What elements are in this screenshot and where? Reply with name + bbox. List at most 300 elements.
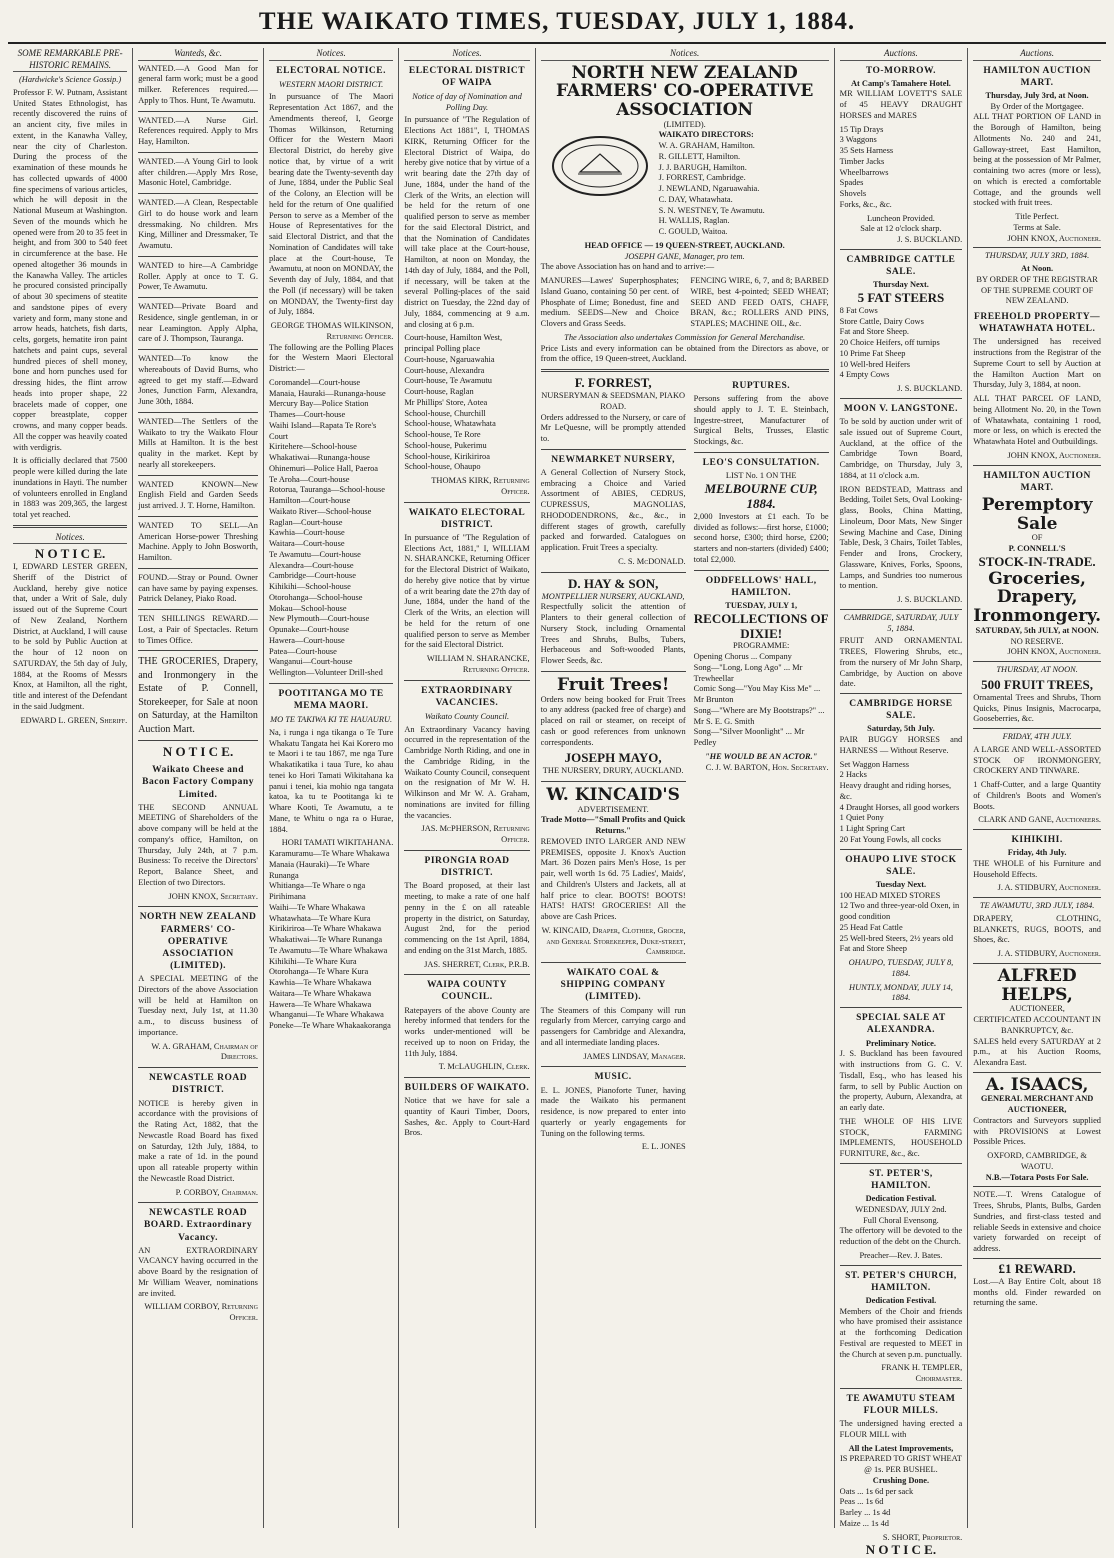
stock-in-trade: STOCK-IN-TRADE. xyxy=(978,553,1096,569)
waipa-notice: In pursuance of "The Regulation of Elections Act 1881", I, THOMAS KIRK, Returning Officer for the Electoral District of Waipa, do hereby give notice that by virtue of a writ bearing date the 27th day of June, 1884, under the hand of the Clerk of the Writs, an election will be held for the return of one qualified person to serve as member for the said Electoral District, and that the Nomination of Candidates will take place at the Court-house, Hamilton, at noon on Monday, the 14th day of July, 1884, and the Poll, if necessary, will be taken at the several Polling-places of the said district on Tuesday, the 22nd day of July, 1884, commencing at 9 a.m. and closing at 6 p.m. xyxy=(404,115,530,329)
waipa-subtitle: Notice of day of Nomination and Polling Day. xyxy=(412,91,522,112)
auctions-heading: Auctions. xyxy=(973,48,1101,61)
list-item: 35 Sets Harness xyxy=(839,146,894,156)
fruit-trees-text: Ornamental Trees and Shrubs, Thorn Quicks, Pinus Insignis, Macrocarpa, Gooseberries, &c. xyxy=(973,692,1101,724)
ohaupo-title: OHAUPO LIVE STOCK SALE. xyxy=(845,854,957,877)
list-item: School-house, Ohaupo xyxy=(404,462,481,472)
title-perfect: Title Perfect. xyxy=(1015,212,1059,222)
kihikihi-title: KIHIKIHI. xyxy=(1011,835,1063,846)
auction-mart: HAMILTON AUCTION MART. xyxy=(983,470,1091,493)
list-item: Set Waggon Harness xyxy=(839,759,910,769)
notice-title: N O T I C E. xyxy=(34,546,106,562)
pirongia-title: PIRONGIA ROAD DISTRICT. xyxy=(424,855,510,879)
electoral-title: ELECTORAL NOTICE. xyxy=(276,65,386,76)
list-item: Whatawhata—Te Whare Kura xyxy=(268,913,371,923)
farm-location: At Camp's Tamahere Hotel. xyxy=(850,78,951,88)
list-item: 25 Well-bred Steers, 2½ years old xyxy=(839,933,954,943)
waipa-title: ELECTORAL DISTRICT OF WAIPA xyxy=(408,65,526,88)
music-title: MUSIC. xyxy=(594,1072,632,1083)
kirk-signature: THOMAS KIRK, Returning Officer. xyxy=(431,476,530,496)
wanted-ad: WANTED.—A Good Man for general farm work; must be a good milker. References required.—Apply to Thos. Hunt, Te Awamutu. xyxy=(138,63,258,105)
list-item: Raglan—Court-house xyxy=(268,517,343,527)
wanted-ad: WANTED to hire—A Cambridge Roller. Apply at once to T. G. Power, Te Awamutu. xyxy=(138,260,258,292)
list-item: R. GILLETT, Hamilton. xyxy=(658,151,741,161)
newmarket-text: A General Collection of Nursery Stock, embracing a Choice and Varied Assortment of ABIES, CEDRUS, CUPRESSUS, MAGNOLIAS, RHODODENDRONS, &c., &c., in different stages of growth, carefully packed and forwarded. Catalogues on application. Fruit Trees a specialty. xyxy=(540,467,686,553)
maori-places-list xyxy=(269,849,393,1032)
electoral-district: WESTERN MAORI DISTRICT. xyxy=(278,79,384,89)
column-6 xyxy=(835,48,969,1558)
list-item: Te Aroha—Court-house xyxy=(268,474,350,484)
sale-date: Thursday, July 3rd, at Noon. xyxy=(985,90,1089,100)
list-item: Opening Chorus ... Company xyxy=(693,652,792,662)
waikato-electoral-signature: WILLIAM N. SHARANCKE, Returning Officer. xyxy=(426,654,530,674)
association-seal-icon xyxy=(550,134,650,198)
pirongia-notice: The Board proposed, at their last meeting, to make a rate of one half penny in the £ on all rateable property in the district, on Saturday, August 2nd, for the period commencing on the 1st April, 1884, and ending on the 31st March, 1885. xyxy=(404,881,530,955)
cheese-company: Waikato Cheese and Bacon Factory Company Limited. xyxy=(142,765,254,800)
column-4 xyxy=(399,48,535,1528)
auction-mart: HAMILTON AUCTION MART. xyxy=(983,65,1091,88)
vacancies-subtitle: Waikato County Council. xyxy=(424,711,510,721)
auctioneer: JOHN KNOX, Auctioneer. xyxy=(1007,647,1101,657)
cattle-sale-day: Thursday Next. xyxy=(873,280,929,290)
maori-title: POOTITANGA MO TE MEMA MAORI. xyxy=(278,688,384,712)
list-item: Store Cattle, Dairy Cows xyxy=(839,316,924,326)
hay-text: Respectfully solicit the attention of Planters to their general collection of Nursery Stock, including Ornamental Trees and Shrubs, Bulbs, Tubers, Herbaceous and Soft-wooded Plants, Flower Seeds, &c. xyxy=(540,602,686,666)
electoral-notice: In pursuance of The Maori Representation Act 1867, and the Amendments thereof, I, George Thomas Wilkinson, Returning Officer for the Western Maori Electoral District, do hereby give notice that, by virtue of a writ bearing date the Twenty-seventh day of June, 1884, under the Public Seal of the Colony, an Election will be held for the return of One qualified Person to serve as a Member of the House of Representatives for the said Electoral District, and that the Nomination of Candidates will take place at the Court-house, Te Awamutu, at noon on MONDAY, the Seventh day of July, 1884, and that the Poll (if necessary) will be taken on MONDAY, the Twenty-first day of July, 1884. xyxy=(268,92,394,317)
wanted-ad: WANTED KNOWN—New English Field and Garden Seeds just arrived. J. T. Horne, Hamilton. xyxy=(138,479,258,511)
tomorrow-label: TO-MORROW. xyxy=(865,65,937,76)
alfred-helps: ALFRED HELPS, xyxy=(997,965,1077,1005)
list-item: 25 Head Fat Cattle xyxy=(839,922,903,932)
thursday-noon: THURSDAY, AT NOON. xyxy=(996,665,1078,675)
list-item: Alexandra—Court-house xyxy=(268,560,354,570)
vacancy-notice: AN EXTRAORDINARY VACANCY having occurred in the above Board by the resignation of Mr William Weaver, nominations are invited. xyxy=(138,1245,258,1298)
list-item: Timber Jacks xyxy=(839,156,885,166)
article-source: (Hardwicke's Science Gossip.) xyxy=(19,75,122,85)
list-item: Coromandel—Court-house xyxy=(268,377,361,387)
divider xyxy=(13,525,127,528)
notice-title: N O T I C E. xyxy=(865,1542,937,1558)
head-office: HEAD OFFICE — 19 QUEEN-STREET, AUCKLAND. xyxy=(584,240,785,250)
list-item: Hamilton—Court-house xyxy=(268,496,351,506)
list-item: Waihi Island—Rapata Te Rore's Court xyxy=(268,420,377,441)
fruit-sale: FRUIT AND ORNAMENTAL TREES, Flowering Shrubs, etc., from the nursery of Mr John Sharp, Cambridge, by Auction on above date. xyxy=(839,636,963,689)
list-item: Rotorua, Tauranga—School-house xyxy=(268,485,385,495)
stock-lists xyxy=(541,276,829,333)
registrar: BY ORDER OF THE REGISTRAR OF THE SUPREME COURT OF NEW ZEALAND. xyxy=(976,274,1098,306)
list-item: Thames—Court-house xyxy=(268,410,346,420)
luncheon: Luncheon Provided. xyxy=(866,213,935,223)
auctioneer: J. S. BUCKLAND. xyxy=(897,595,963,605)
list-item: 10 Prime Fat Sheep xyxy=(839,348,906,358)
list-item: Kawhia—Court-house xyxy=(268,528,345,538)
list-item: Fat and Store Sheep xyxy=(839,944,907,954)
columns xyxy=(8,48,1106,1558)
list-item: J. NEWLAND, Ngaruawahia. xyxy=(658,184,760,194)
locations: OXFORD, CAMBRIDGE, & WAOTU. xyxy=(987,1151,1087,1171)
horse-items xyxy=(840,760,963,846)
friday-date: FRIDAY, 4TH JULY. xyxy=(1002,732,1072,742)
list-item: 1 Quiet Pony xyxy=(839,813,884,823)
connell-name: P. CONNELL'S xyxy=(1008,544,1066,554)
wanteds-heading: Wanteds, &c. xyxy=(138,48,258,61)
sheriff-notice: I, EDWARD LESTER GREEN, Sheriff of the District of Auckland, hereby give notice that, under a Writ of Sale, duly issued out of the Supreme Court of New Zealand, Northern District, at Auckland, I will cause to be sold by Public Auction at the hour of 12 noon on SATURDAY, the 5th day of July, 1884, at the Rooms of Messrs Knox, at Hamilton, all the right, title and interest of the Defendant in the said Judgment. xyxy=(13,562,128,711)
list-item: 1 Light Spring Cart xyxy=(839,824,906,834)
reward-ad: TEN SHILLINGS REWARD.—Lost, a Pair of Spectacles. Return to Times Office. xyxy=(138,614,258,645)
clark-gane: CLARK AND GANE, Auctioneers. xyxy=(978,815,1101,825)
left-ads xyxy=(541,376,686,1153)
road-title: NEWCASTLE ROAD DISTRICT. xyxy=(149,1073,248,1096)
auctioneer: JOHN KNOX, Auctioneer. xyxy=(1007,233,1101,243)
list-item: Patea—Court-house xyxy=(268,646,337,656)
list-item: Kihikihi—School-house xyxy=(268,582,351,592)
leo-title: LEO'S CONSULTATION. xyxy=(702,457,820,468)
polling-places-list xyxy=(269,378,393,679)
kincaid-title: W. KINCAID'S xyxy=(546,784,680,805)
land-text: ALL THAT PORTION OF LAND in the Borough of Hamilton, being Allotments No. 240 and 241, Galloway-street, East Hamilton, being at the possession of Mr Palmer, containing two acres (more or less), on which is erected a comfortable Cottage, and the grounds well stocked with fruit trees. xyxy=(973,112,1101,208)
sheriff-signature: EDWARD L. GREEN, Sheriff. xyxy=(20,715,128,725)
horse-sale-day: Saturday, 5th July. xyxy=(867,724,935,734)
kincaid-text: REMOVED INTO LARGER AND NEW PREMISES, opposite J. Knox's Auction Mart. 36 Dozen pairs Men's Hose, 1s per pair, well worth 1s 6d. 75 Ladies', Maids', and Children's Ulsters and Jackets, all at half price to clear. BOOTS! BOOTS! HATS! HATS! GROCERIES! All the above are Cash Prices. xyxy=(540,836,686,922)
dedication: Dedication Festival. xyxy=(865,1295,937,1305)
music-text: E. L. JONES, Pianoforte Tuner, having made the Waikato his permanent residence, is now prepared to enter into quarterly or yearly engagements for Tuning on the following terms. xyxy=(540,1085,686,1138)
auctioneer: JOHN KNOX, Auctioneer. xyxy=(1007,450,1101,460)
list-item: Court-house, Te Awamutu xyxy=(404,376,492,386)
dixie-programme xyxy=(694,652,829,749)
association-subtitle: (LIMITED). xyxy=(663,119,706,129)
list-item: School-house, Whatawhata xyxy=(404,419,496,429)
list-item: Barley ... 1s 4d xyxy=(839,1508,891,1518)
dedication: Dedication Festival. xyxy=(865,1194,937,1204)
alfred-title: AUCTIONEER, xyxy=(1009,1004,1065,1014)
list-item: Shovels xyxy=(839,189,867,199)
list-item: Court-house, Ngaruawahia xyxy=(404,354,495,364)
column-1 xyxy=(8,48,133,1528)
offertory: The offertory will be devoted to the reduction of the debt on the Church. xyxy=(839,1226,963,1247)
cheese-notice: THE SECOND ANNUAL MEETING of Shareholders of the above company will be held at the company's office, Hamilton, on Thursday, July 24th, at 7 p.m. Business: To receive the Directors' Report, Balance Sheet, and Election of two Directors. xyxy=(138,802,258,887)
list-item: 3 Waggons xyxy=(839,135,877,145)
coal-signature: JAMES LINDSAY, Manager. xyxy=(583,1051,686,1061)
list-item: Ohinemuri—Police Hall, Paeroa xyxy=(268,463,379,473)
kihikihi-date: Friday, 4th July. xyxy=(1007,848,1067,858)
list-item: Comic Song—"You May Kiss Me" ... Mr Brunton xyxy=(693,684,821,705)
list-item: Manaia, Hauraki—Runanga-house xyxy=(268,388,386,398)
sale-date-2: THURSDAY, JULY 3RD, 1884. xyxy=(984,251,1090,261)
list-item: Court-house, Raglan xyxy=(404,387,474,397)
dixie-title: RECOLLECTIONS OF DIXIE! xyxy=(693,610,829,641)
isaacs-name: A. ISAACS, xyxy=(985,1074,1089,1095)
buggy-horses: PAIR BUGGY HORSES and HARNESS — Without Reserve. xyxy=(839,735,963,755)
list-item: J. J. BARUGH, Hamilton. xyxy=(658,162,747,172)
kincaid-signature: W. KINCAID, Draper, Clothier, Grocer, and General Storekeeper, Duke-street, Cambridge. xyxy=(541,925,686,957)
list-item: Waikato River—School-house xyxy=(268,506,372,516)
list-item: School-house, Te Rore xyxy=(404,430,481,440)
wrens-catalogue: NOTE.—T. Wrens Catalogue of Trees, Shrubs, Plants, Bulbs, Garden Sundries, and first-class tested and reliable Seeds in extensive and choice variety forwarded on receipt of address. xyxy=(973,1190,1101,1254)
list-item: Te Awamutu—Te Whare Whakawa xyxy=(268,945,388,955)
list-item: 20 Choice Heifers, off turnips xyxy=(839,338,940,348)
sale-date-3: SATURDAY, 5th JULY, at NOON. xyxy=(975,625,1099,635)
list-item: Whakatiwai—Runanga-house xyxy=(268,453,370,463)
wanted-ad: WANTED.—A Nurse Girl. References required. Apply to Mrs Hay, Hamilton. xyxy=(138,115,258,147)
cambridge-date: CAMBRIDGE, SATURDAY, JULY 5, 1884. xyxy=(843,612,959,633)
grist: IS PREPARED TO GRIST WHEAT @ 1s. PER BUSHEL. xyxy=(839,1454,962,1475)
mills-title: TE AWAMUTU STEAM FLOUR MILLS. xyxy=(846,1393,956,1417)
nzfca-signature: W. A. GRAHAM, Chairman of Directors. xyxy=(151,1041,258,1062)
lovett-items xyxy=(840,125,963,211)
list-item: 10 Well-bred Heifers xyxy=(839,359,910,369)
road-signature: P. CORBOY, Chairman. xyxy=(175,1187,258,1197)
list-item: Waitara—Te Whare Whakawa xyxy=(268,988,372,998)
groceries-drapery: Groceries, Drapery, Ironmongery. xyxy=(973,568,1102,627)
price-lists: Price Lists and every information can be obtained from the Directors as above, or from the office, 19 Queen-street, Auckland. xyxy=(540,343,829,364)
list-item: Mr Phillips' Store, Aotea xyxy=(404,397,488,407)
actor-title: "HE WOULD BE AN ACTOR." xyxy=(704,751,818,761)
lovett-sale: MR WILLIAM LOVETT'S SALE of 45 HEAVY DRAUGHT HORSES and MARES xyxy=(839,89,963,120)
right-ads xyxy=(694,376,829,1153)
waikato-electoral-title: WAIKATO ELECTORAL DISTRICT. xyxy=(408,507,526,530)
saturday-sales: SALES held every SATURDAY at 2 p.m., at his Auction Rooms, Alexandra East. xyxy=(973,1036,1101,1068)
pirongia-signature: JAS. SHERRET, Clerk, P.R.B. xyxy=(424,959,530,969)
oddfellows-date: TUESDAY, JULY 1, xyxy=(725,600,798,610)
directors-block xyxy=(541,130,829,241)
list-item: Kirikiriroa—Te Whare Whakawa xyxy=(268,924,382,934)
list-item: Oats ... 1s 6d per sack xyxy=(839,1486,914,1496)
rupture-text: Persons suffering from the above should apply to J. T. E. Steinbach, Ingestre-street, Manufacturer of Surgical Belts, Trusses, Elastic Stockings, &c. xyxy=(693,394,829,447)
association-title: NORTH NEW ZEALAND FARMERS' CO-OPERATIVE ASSOCIATION xyxy=(555,62,814,120)
vacancies-title: EXTRAORDINARY VACANCIES. xyxy=(421,685,513,708)
list-item: Song—"Silver Moonlight" ... Mr Pedley xyxy=(693,727,805,748)
contractors: Contractors and Surveyors supplied with PROVISIONS at Lowest Possible Prices. xyxy=(973,1115,1101,1147)
ironmongery: A LARGE AND WELL-ASSORTED STOCK OF IRONMONGERY, CROCKERY AND TINWARE. xyxy=(973,744,1101,776)
horse-sale-title: CAMBRIDGE HORSE SALE. xyxy=(849,699,953,722)
list-item: Mercury Bay—Police Station xyxy=(268,399,369,409)
wanted-ad: WANTED—The Settlers of the Waikato to try the Waikato Flour Mills at Hamilton. It is the best quality in the market. Kept by nearly all storekeepers. xyxy=(138,416,258,469)
alexandra-sale: SPECIAL SALE AT ALEXANDRA. xyxy=(856,1013,946,1036)
waipa-polls-list xyxy=(404,333,529,473)
preliminary: Preliminary Notice. xyxy=(865,1038,936,1048)
wanted-ad: WANTED—To know the whereabouts of David Burns, who agreed to get my staff.—Edward Jones, Junction Farm, Alexandra, June 30th, 1884. xyxy=(138,354,258,407)
preacher: Preacher—Rev. J. Bates. xyxy=(859,1250,943,1260)
mills-text: The undersigned having erected a FLOUR MILL with xyxy=(839,1419,963,1439)
list-item: School-house, Pukerimu xyxy=(404,440,487,450)
certificated: CERTIFICATED ACCOUNTANT IN BANKRUPTCY, &c. xyxy=(973,1015,1101,1035)
list-item: Song—"Where are My Bootstraps?" ... Mr S. E. G. Smith xyxy=(693,705,825,726)
list-item: Spades xyxy=(839,178,864,188)
maori-notice: Na, i runga i nga tikanga o Te Ture Whakatu Tangata hei Kai Korero mo te Maori i te tau 1867, me nga Ture Whakatikatika i taua Ture, ko ahau tenei ko Hori Tamati Wikitahana ka panui i tenei, kia mohio nga tangata katoa, ka tu te Pootitanga ki te Whare Kooti, Te Awamutu, a te Mane, te Whitu o nga ra o Hurae, 1884. xyxy=(268,727,394,834)
crushing: Crushing Done. xyxy=(872,1475,930,1485)
list-item: 20 Fat Young Fowls, all cocks xyxy=(839,834,941,844)
article-headline: SOME REMARKABLE PRE-HISTORIC REMAINS. xyxy=(13,48,127,72)
mortgagee: By Order of the Mortgagee. xyxy=(990,101,1084,111)
electoral-signature: GEORGE THOMAS WILKINSON, Returning Officer. xyxy=(270,321,394,341)
stock-right: FENCING WIRE, 6, 7, and 8; BARBED WIRE, best 4-pointed; SEED WHEAT; SEED AND FEED OATS, CHAFF, BRAN, &c.; ROLLERS AND PINS, STAPLES; MACHINE OIL, &c. xyxy=(690,276,829,329)
ohaupo-day: Tuesday Next. xyxy=(875,879,927,889)
list-item: 8 Fat Cows xyxy=(839,305,878,315)
list-item: Whitianga—Te Whare o nga Pirihimana xyxy=(268,881,366,902)
list-item: Poneke—Te Whare Whakaakoranga xyxy=(268,1021,391,1031)
list-item: Cambridge—Court-house xyxy=(268,571,356,581)
crushing-prices xyxy=(840,1487,963,1530)
programme-heading: PROGRAMME: xyxy=(733,641,790,651)
list-item: 100 HEAD MIXED STORES xyxy=(839,890,941,900)
list-item: S. N. WESTNEY, Te Awamutu. xyxy=(658,205,765,215)
list-item: Wheelbarrows xyxy=(839,167,889,177)
music-signature: E. L. JONES xyxy=(641,1142,686,1152)
list-item: Wellington—Volunteer Drill-shed xyxy=(268,668,383,678)
oddfellows-title: ODDFELLOWS' HALL, HAMILTON. xyxy=(705,575,817,598)
dedication-date: WEDNESDAY, JULY 2nd. xyxy=(855,1204,947,1214)
rupture-title: RUPTURES. xyxy=(732,381,791,392)
general-merchant: GENERAL MERCHANT AND AUCTIONEER, xyxy=(980,1094,1094,1115)
list-item: Hawera—Te Whare Whakawa xyxy=(268,999,372,1009)
wanted-ad: WANTED TO SELL—An American Horse-power Threshing Machine. Apply to John Bosworth, Hamilton. xyxy=(138,520,258,563)
fruit-trees-title: Fruit Trees! xyxy=(556,674,670,695)
cattle-sale-title: CAMBRIDGE CATTLE SALE. xyxy=(846,254,956,278)
list-item: 4 Draught Horses, all good workers xyxy=(839,802,960,812)
list-item: Maize ... 1s 4d xyxy=(839,1518,889,1528)
terms: Terms at Sale. xyxy=(1013,222,1061,232)
groceries-ad: THE GROCERIES, Drapery, and Ironmongery in the Estate of P. Connell, Storekeeper, for Sale at noon on Saturday, at the Hamilton Auction Mart. xyxy=(138,656,258,735)
st-peters-church: ST. PETER'S CHURCH, HAMILTON. xyxy=(845,1270,957,1293)
list-item: Forks, &c., &c. xyxy=(839,199,892,209)
waikato-electoral-notice: In pursuance of "The Regulation of Elections Act, 1881," I, WILLIAM N. SHARANCKE, Returning Officer for the Electoral District of Waikato, do hereby give notice that by virtue of a writ bearing date the 27th day of June, 1884, under the hand of the Clerk of the Writs, an election will be held for the return of one qualified person to serve as Member for the said Electoral District. xyxy=(404,532,530,650)
stock-heading: The above Association has on hand and to arrive:— xyxy=(540,262,715,272)
list-item: Waitara—Court-house xyxy=(268,539,345,549)
leo-text: 2,000 Investors at £1 each. To be divided as follows:—first horse, £1000; second horse, £300; third horse, £200; starters and non-starters (divided) £400; total £2,000. xyxy=(693,511,829,564)
polling-places-heading: The following are the Polling Places for the Western Maori Electoral District:— xyxy=(268,342,394,374)
list-item: Manaia (Hauraki)—Te Whare Runanga xyxy=(268,859,370,880)
totara-posts: N.B.—Totara Posts For Sale. xyxy=(985,1172,1089,1182)
commission-note: The Association also undertakes Commission for General Merchandise. xyxy=(564,332,806,342)
whole-stock: THE WHOLE OF HIS LIVE STOCK, FARMING IMPLEMENTS, HOUSEHOLD FURNITURE, &c., &c. xyxy=(839,1116,963,1159)
county-council-signature: T. McLAUGHLIN, Clerk. xyxy=(438,1062,530,1072)
list-item: School-house, Churchill xyxy=(404,408,486,418)
freehold-title: FREEHOLD PROPERTY—WHATAWHATA HOTEL. xyxy=(974,312,1101,335)
reward-text: Lost.—A Bay Entire Colt, about 18 months old. Finder rewarded on returning the same. xyxy=(973,1276,1101,1308)
coal-title: WAIKATO COAL & SHIPPING COMPANY (LIMITED). xyxy=(560,968,666,1003)
list-item: Kihikihi—Te Whare Kura xyxy=(268,956,357,966)
forrest-title: F. FORREST, xyxy=(574,375,652,391)
wanted-ad: WANTED.—A Young Girl to look after children.—Apply Mrs Rose, Masonic Hotel, Cambridge. xyxy=(138,156,258,188)
list-item: 15 Tip Drays xyxy=(839,124,884,134)
fruit-trees-500: 500 FRUIT TREES, xyxy=(981,676,1094,692)
freehold-text: The undersigned has received instructions from the Registrar of the Supreme Court to sell by Auction at the Hamilton Auction Mart on Thursday, July 3, 1884, at noon. xyxy=(973,337,1101,390)
coal-text: The Steamers of this Company will run regularly from Mercer, carrying cargo and passengers for Cambridge and Alexandra, and all intermediate landing places. xyxy=(540,1005,686,1047)
actor-signature: C. J. W. BARTON, Hon. Secretary. xyxy=(705,762,829,772)
list-item: Heavy draught and riding horses, &c. xyxy=(839,781,952,801)
directors-list xyxy=(659,141,829,238)
alexandra-text: J. S. Buckland has been favoured with instructions from G. C. V. Tisdall, Esq., who has leased his farm, to sell by Public Auction on the property, Auburn, Alexandra, at an early date. xyxy=(839,1049,963,1113)
kincaid-subtitle: ADVERTISEMENT. xyxy=(577,804,649,814)
huntly-date: HUNTLY, MONDAY, JULY 14, 1884. xyxy=(849,982,953,1003)
road-notice: NOTICE is hereby given in accordance with the provisions of the Rating Act, 1882, that the Newcastle Road Board has fixed on Saturday, 12th July, 1884, to make a rate of 1d. in the pound upon all rateable property within the Newcastle Road District. xyxy=(138,1098,258,1183)
auctioneer: J. S. BUCKLAND. xyxy=(897,235,963,245)
reward-title: £1 REWARD. xyxy=(998,1260,1076,1276)
mayo-name: JOSEPH MAYO, xyxy=(564,750,662,766)
county-council-title: WAIPA COUNTY COUNCIL. xyxy=(427,980,507,1003)
article-body: Professor F. W. Putnam, Assistant United States Ethnologist, has recently discovered the ruins of an ancient city, five miles in extent, in the Kanawha Valley, near the city of Charleston. During the process of the examination of these mounds he has collected upwards of 4000 fine specimens of various articles, which he will deposit in the National Museum at Washington. Seven of the mounds which he opened were from 20 to 35 feet in height, and from 300 to 540 feet in circumference at the base. He opened altogether 36 mounds in the Kanawha Valley. The articles he procured consisted principally of about 30 specimens of steatite and sandstone pipes of every variety and form, many stone and arrow heads, hatchets, fish darts, celts, gorgets, hematite iron paint hatchets and paint cups, several hundred pieces of shell money, bone and horn punches used for dressing hides, the flint arrow heads into proper shape, 22 bracelets made of copper, one copper breastplate, copper crowns, and many copper beads. All the copper was heavily coated with verdigris. xyxy=(13,87,128,452)
st-peters-title: ST. PETER'S, HAMILTON. xyxy=(869,1168,933,1191)
notices-heading: Notices. xyxy=(269,48,393,61)
list-item: H. WALLIS, Raglan. xyxy=(658,216,730,226)
of-label: OF xyxy=(1031,533,1043,543)
choirmaster: FRANK H. TEMPLER, Choirmaster. xyxy=(881,1363,963,1384)
cattle-items xyxy=(840,306,963,381)
list-item: 4 Empty Cows xyxy=(839,370,890,380)
fruit-trees-text: Orders now being booked for Fruit Trees to any address (packed free of charge) and placed on rail or steamer, on receipt of cash or good references from unknown correspondents. xyxy=(540,694,686,747)
list-item: Fat and Store Sheep. xyxy=(839,327,909,337)
leo-cup: MELBOURNE CUP, 1884. xyxy=(704,480,818,511)
improvements: All the Latest Improvements, xyxy=(848,1443,954,1453)
list-item: Kiritehere—School-house xyxy=(268,442,357,452)
column-3 xyxy=(264,48,399,1528)
list-item: Waihi—Te Whare Whakawa xyxy=(268,902,366,912)
found-ad: FOUND.—Stray or Pound. Owner can have same by paying expenses. Patrick Delaney, Piako Road. xyxy=(138,572,258,604)
list-item: Wanganui—Court-house xyxy=(268,657,353,667)
list-item: Hawera—Court-house xyxy=(268,635,345,645)
choral: Full Choral Evensong. xyxy=(863,1215,939,1225)
masthead: THE WAIKATO TIMES, TUESDAY, JULY 1, 1884. xyxy=(8,6,1106,44)
list-item: Court-house, Hamilton West, principal Polling place xyxy=(404,333,503,354)
builders-title: BUILDERS OF WAIKATO. xyxy=(404,1083,530,1094)
directors-heading: WAIKATO DIRECTORS: xyxy=(658,130,754,140)
nzfca-notice: A SPECIAL MEETING of the Directors of the above Association will be held at Hamilton on Tuesday next, July 1st, at 11.30 a.m., to discuss business of importance. xyxy=(138,974,258,1037)
list-item: Te Awamutu—Court-house xyxy=(268,549,361,559)
ohaupo-date: OHAUPO, TUESDAY, JULY 8, 1884. xyxy=(848,958,954,978)
cheese-signature: JOHN KNOX, Secretary. xyxy=(168,891,258,901)
moon-case: MOON V. LANGSTONE. xyxy=(843,403,958,414)
no-reserve: NO RESERVE. xyxy=(1010,636,1064,646)
choir-members: Members of the Choir and friends who have promised their assistance at the forthcoming Dedication Festival are requested to MEET in the Church at seven p.m. punctually. xyxy=(839,1306,963,1359)
chaff-cutter: 1 Chaff-Cutter, and a large Quantity of Children's Boots and Women's Boots. xyxy=(973,780,1101,811)
list-item: Mokau—School-house xyxy=(268,603,347,613)
moon-text: To be sold by auction under writ of sale issued out of Supreme Court, Auckland, at the office of the Cambridge Town Board, Cambridge, on Thursday, July 3, 1884, at 11 o'clock a.m. xyxy=(839,417,963,480)
wanted-ad: WANTED—Private Board and Residence, single gentleman, in or near Leamington. Apply Alpha, care of J. Thompson, Tauranga. xyxy=(138,302,258,344)
hay-subtitle: MONTPELLIER NURSERY, AUCKLAND, xyxy=(541,591,685,601)
newmarket-title: NEWMARKET NURSERY, xyxy=(551,454,676,465)
list-item: Opunake—Court-house xyxy=(268,625,349,635)
leo-subtitle: LIST No. 1 ON THE xyxy=(725,471,797,481)
list-item: Otorohanga—Te Whare Kura xyxy=(268,967,369,977)
notices-heading: Notices. xyxy=(541,48,829,61)
at-noon: At Noon. xyxy=(1021,264,1054,274)
list-item: Peas ... 1s 6d xyxy=(839,1497,884,1507)
wanted-ad: WANTED.—A Clean, Respectable Girl to do house work and learn dressmaking. No children. Mrs King, Milliner and Dressmaker, Te Awamutu. xyxy=(138,198,258,251)
list-item: W. A. GRAHAM, Hamilton. xyxy=(658,141,755,151)
directors-list-wrap xyxy=(659,130,829,241)
vacancies-notice: An Extraordinary Vacancy having occurred in the representation of the Cambridge North Riding, and one in the Cambridge Riding, in the Waikato County Council, consequent on the resignation of Mr W. H. Wilkinson and Mr W. A. Graham, nominations are invited for filling the vacancies. xyxy=(404,724,530,820)
list-item: Karamuramu—Te Whare Whakawa xyxy=(268,849,390,859)
furniture: THE WHOLE of his Furniture and Household Effects. xyxy=(973,858,1101,879)
list-item: 2 Hacks xyxy=(839,770,867,780)
forrest-subtitle: NURSERYMAN & SEEDSMAN, PIAKO ROAD. xyxy=(541,391,686,411)
notices-heading: Notices. xyxy=(13,532,127,545)
list-item: C. DAY, Whatawhata. xyxy=(658,194,733,204)
fat-steers: 5 FAT STEERS xyxy=(857,289,945,305)
list-item: Song—"Long, Long Ago" ... Mr Trewheellar xyxy=(693,662,803,683)
list-item: Whakatiwai—Te Whare Runanga xyxy=(268,935,383,945)
stidbury: J. A. STIDBURY, Auctioneer. xyxy=(997,883,1101,893)
mills-proprietor: S. SHORT, Proprietor. xyxy=(882,1532,963,1542)
manager: JOSEPH GANE, Manager, pro tem. xyxy=(624,251,745,261)
column-7 xyxy=(968,48,1106,1528)
te-awamutu-date: TE AWAMUTU, 3RD JULY, 1884. xyxy=(979,901,1095,911)
column-2 xyxy=(133,48,264,1528)
article-tail: It is officially declared that 7500 people were killed during the late inundations in Hayti. The number of volunteers enrolled in England in 1883 was 209,365, the largest total yet reached. xyxy=(13,456,128,520)
maori-subtitle: MO TE TAKIWA KI TE HAUAURU. xyxy=(270,715,393,725)
builders-notice: Notice that we have for sale a quantity of Kauri Timber, Doors, Sashes, &c. Apply to Court-Hard Bros. xyxy=(404,1096,530,1138)
forrest-text: Orders addressed to the Nursery, or care of Mr LeQuesne, will be promptly attended to. xyxy=(540,412,686,444)
